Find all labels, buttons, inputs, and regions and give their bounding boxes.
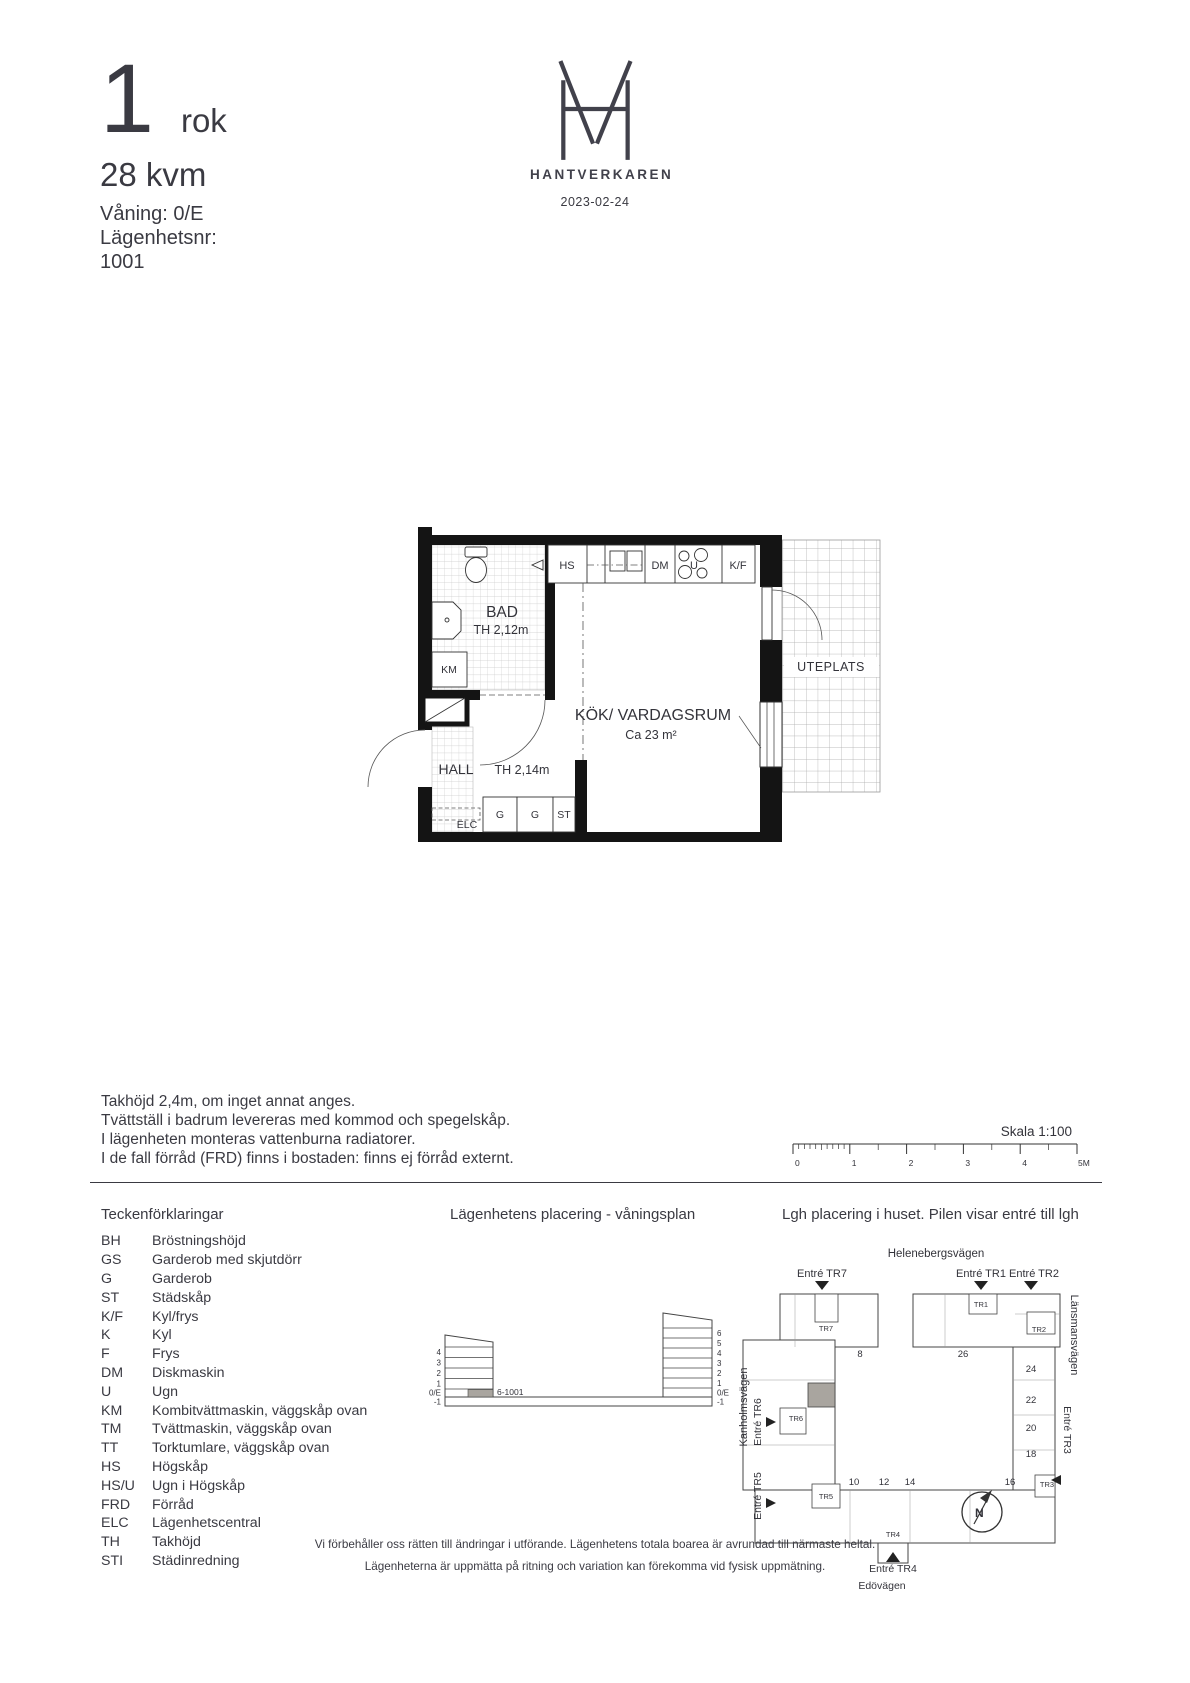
entrance-tr2-arrow-icon [1024, 1281, 1038, 1290]
legend-item: TH Takhöjd [101, 1534, 201, 1551]
note-line: I de fall förråd (FRD) finns i bostaden: finns ej förråd externt. [101, 1150, 514, 1167]
scale-tick-5: 5M [1078, 1158, 1090, 1168]
legend-item: DM Diskmaskin [101, 1364, 225, 1381]
street-south: Edövägen [858, 1580, 906, 1592]
label-bad: BAD [486, 604, 518, 621]
svg-text:0/E: 0/E [717, 1388, 730, 1398]
scale-tick-2: 2 [908, 1158, 914, 1168]
label-uteplats: UTEPLATS [797, 660, 865, 674]
svg-text:14: 14 [904, 1477, 916, 1488]
scale-label: Skala 1:100 [1000, 1124, 1072, 1139]
footer-line-2: Lägenheterna är uppmätta på ritning och variation kan förekomma vid fysisk uppmätning. [364, 1560, 826, 1573]
svg-text:TR2: TR2 [1031, 1325, 1047, 1334]
svg-text:3: 3 [436, 1358, 441, 1368]
svg-text:-1: -1 [717, 1397, 725, 1407]
section-heading: Lägenhetens placering - våningsplan [450, 1206, 696, 1223]
rooms-count: 1 [100, 44, 154, 153]
label-elc: ELC [456, 819, 478, 831]
legend-item: K/F Kyl/frys [101, 1308, 199, 1325]
entry-door-arc [368, 730, 425, 787]
scale-tick-4: 4 [1022, 1158, 1027, 1168]
svg-text:20: 20 [1025, 1423, 1037, 1434]
scale-tick-3: 3 [965, 1158, 971, 1168]
house-numbers [849, 1349, 1037, 1488]
floor-plan-drawing [338, 490, 888, 855]
label-hall-th: TH 2,14m [494, 763, 550, 777]
svg-text:22: 22 [1025, 1395, 1037, 1406]
note-line: Tvättställ i badrum levereras med kommod och spegelskåp. [101, 1112, 511, 1129]
site-heading: Lgh placering i huset. Pilen visar entré till lgh [782, 1206, 1079, 1223]
scale-tick-0: 0 [795, 1158, 800, 1168]
label-dm: DM [651, 560, 669, 572]
svg-text:2: 2 [717, 1369, 722, 1378]
notes-block [101, 1092, 514, 1168]
label-kok-area: Ca 23 m² [625, 728, 677, 742]
svg-text:1: 1 [436, 1379, 441, 1389]
svg-text:N: N [975, 1506, 984, 1520]
floor-label: Våning: 0/E [100, 203, 204, 225]
label-km: KM [441, 664, 457, 676]
label-kok: KÖK/ VARDAGSRUM [574, 707, 732, 724]
legend-item: F Frys [101, 1346, 180, 1363]
entrance-tr5-label: Entré TR5 [752, 1472, 764, 1520]
legend-list [101, 1232, 367, 1570]
label-leader-line [739, 716, 761, 748]
apartment-number: 1001 [100, 251, 145, 273]
sink-icon [610, 551, 625, 571]
svg-text:2: 2 [436, 1369, 441, 1378]
entrance-tr3-label: Entré TR3 [1061, 1406, 1073, 1454]
apartment-title [100, 44, 227, 153]
stove-burner-icon [679, 551, 689, 561]
toilet-icon [465, 547, 487, 557]
svg-text:1: 1 [717, 1379, 722, 1388]
svg-text:3: 3 [717, 1359, 722, 1368]
svg-text:6: 6 [717, 1329, 722, 1338]
brand-logo [530, 60, 674, 209]
hm-monogram-icon [547, 60, 643, 160]
scale-tick-1: 1 [851, 1158, 857, 1168]
left-floor-labels [429, 1348, 442, 1407]
street-west: Kanholmsvägen [738, 1367, 750, 1447]
rooms-suffix: rok [180, 102, 227, 139]
legend-item: KM Kombitvättmaskin, väggskåp ovan [101, 1402, 368, 1419]
note-line: I lägenheten monteras vattenburna radiatorer. [101, 1131, 416, 1148]
svg-text:TR1: TR1 [973, 1300, 989, 1309]
entrance-tr1-arrow-icon [974, 1281, 988, 1290]
label-st: ST [557, 809, 571, 821]
entrance-tr6-label: Entré TR6 [752, 1398, 764, 1446]
apartment-info [100, 202, 217, 274]
legend-item: HS/U Ugn i Högskåp [101, 1477, 246, 1494]
svg-text:TR5: TR5 [818, 1492, 834, 1501]
toilet-bowl-icon [466, 558, 487, 583]
street-north: Helenebergsvägen [887, 1248, 985, 1260]
entrance-tr2-label: Entré TR2 [1009, 1268, 1059, 1280]
legend-item: TM Tvättmaskin, väggskåp ovan [101, 1421, 332, 1438]
legend-item: G Garderob [101, 1270, 212, 1287]
unit-id-label: 6-1001 [497, 1387, 524, 1397]
patio-door-leaf [762, 587, 772, 640]
highlighted-unit [468, 1390, 493, 1398]
entrance-tr7-arrow-icon [815, 1281, 829, 1290]
building-section-diagram [395, 1288, 730, 1418]
brand-name: HANTVERKAREN [530, 167, 674, 182]
legend-item: GS Garderob med skjutdörr [101, 1252, 302, 1269]
svg-text:0/E: 0/E [428, 1388, 441, 1398]
entrance-tr4-label: Entré TR4 [869, 1563, 917, 1575]
legend-item: ST Städskåp [101, 1289, 212, 1306]
label-g1: G [495, 809, 505, 821]
svg-text:5: 5 [717, 1339, 722, 1348]
note-line: Takhöjd 2,4m, om inget annat anges. [101, 1093, 356, 1110]
svg-text:10: 10 [848, 1477, 860, 1488]
apartment-number-label: Lägenhetsnr: [100, 227, 217, 249]
legend-heading: Teckenförklaringar [101, 1206, 224, 1223]
svg-text:-1: -1 [433, 1397, 441, 1407]
footer-line-1: Vi förbehåller oss rätten till ändringar i utförande. Lägenhetens totala boarea är avrundad till närmaste heltal. [314, 1538, 876, 1551]
label-kf: K/F [729, 560, 747, 572]
window [760, 702, 782, 767]
scale-bar [790, 1120, 1090, 1176]
svg-text:TR3: TR3 [1039, 1480, 1055, 1489]
street-east: Länsmansvägen [1068, 1294, 1080, 1376]
svg-text:24: 24 [1025, 1364, 1037, 1375]
legend-item: HS Högskåp [101, 1458, 208, 1475]
bathroom-door-arc [480, 700, 545, 765]
label-bad-th: TH 2,12m [473, 623, 529, 637]
label-ugn: U [690, 560, 698, 572]
hall-tiles [432, 727, 473, 832]
label-g2: G [530, 809, 540, 821]
legend-item: TT Torktumlare, väggskåp ovan [101, 1440, 330, 1457]
legend-item: BH Bröstningshöjd [101, 1233, 246, 1250]
entrance-tr1-label: Entré TR1 [956, 1268, 1006, 1280]
svg-text:8: 8 [857, 1349, 863, 1360]
legend-item: ELC Lägenhetscentral [101, 1515, 261, 1532]
entrance-tr7-label: Entré TR7 [797, 1268, 847, 1280]
apartment-area: 28 kvm [100, 156, 207, 193]
legend-item: U Ugn [101, 1383, 179, 1400]
highlighted-apartment [808, 1383, 835, 1407]
section-divider [90, 1182, 1102, 1183]
svg-text:18: 18 [1025, 1449, 1037, 1460]
right-floor-labels [717, 1329, 729, 1407]
legend-item: K Kyl [101, 1327, 172, 1344]
label-hall: HALL [438, 761, 474, 777]
svg-text:TR7: TR7 [818, 1324, 834, 1333]
svg-text:4: 4 [717, 1349, 722, 1358]
svg-text:12: 12 [878, 1477, 890, 1488]
document-date: 2023-02-24 [560, 195, 630, 209]
svg-text:TR6: TR6 [788, 1414, 804, 1423]
svg-text:4: 4 [436, 1348, 441, 1357]
svg-text:TR4: TR4 [885, 1530, 901, 1539]
legend-item: FRD Förråd [101, 1496, 194, 1513]
label-hs: HS [559, 560, 575, 572]
svg-text:26: 26 [957, 1349, 969, 1360]
svg-text:16: 16 [1004, 1477, 1016, 1488]
legend-item: STI Städinredning [101, 1552, 240, 1569]
